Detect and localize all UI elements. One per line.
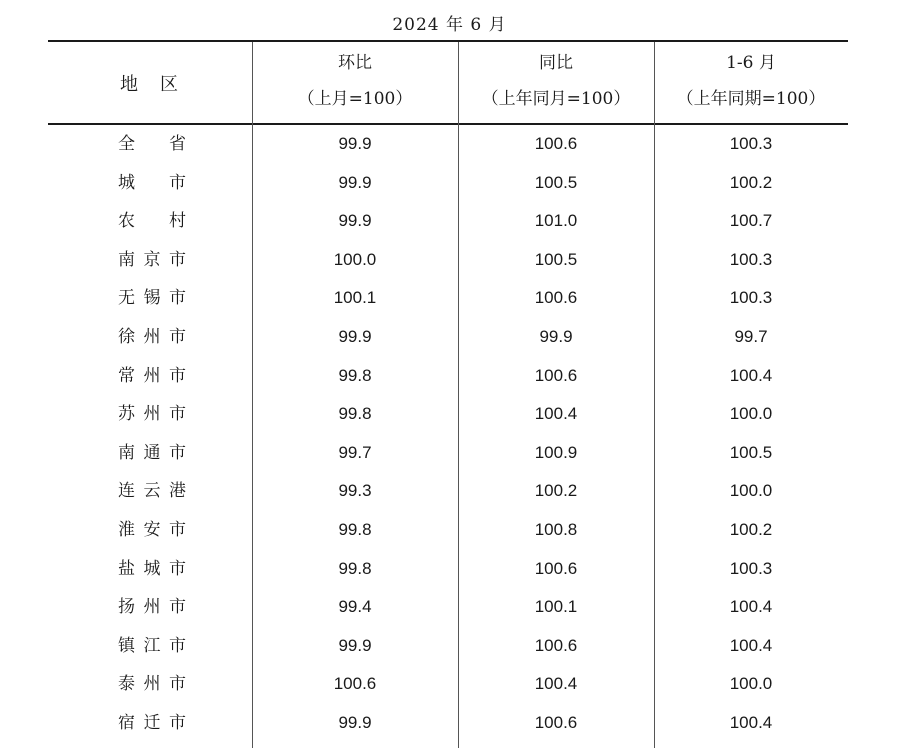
mom-cell: 99.8 — [338, 404, 372, 424]
table-row — [48, 588, 848, 627]
ytd-cell: 100.3 — [729, 249, 773, 269]
yoy-cell: 99.9 — [539, 326, 573, 346]
table-row — [48, 202, 848, 241]
region-cell: 宿迁市 — [118, 712, 186, 733]
ytd-cell: 100.3 — [729, 558, 773, 578]
header-ytd — [654, 48, 848, 118]
table-row — [48, 511, 848, 550]
table-row — [48, 665, 848, 704]
mom-cell: 99.8 — [338, 558, 372, 578]
header-mom-title: 环比 — [338, 53, 372, 73]
table-row — [48, 125, 848, 164]
yoy-cell: 100.8 — [534, 519, 578, 539]
table-row — [48, 472, 848, 511]
region-cell: 常州市 — [118, 365, 186, 386]
region-cell: 苏州市 — [118, 404, 186, 425]
yoy-cell: 100.6 — [534, 635, 578, 655]
mom-cell: 99.9 — [338, 635, 372, 655]
ytd-cell: 100.2 — [729, 172, 773, 192]
header-mom — [252, 48, 458, 118]
region-cell: 镇江市 — [118, 635, 186, 656]
ytd-cell: 100.2 — [729, 519, 773, 539]
table-row — [48, 434, 848, 473]
region-cell: 全省 — [118, 134, 186, 154]
header-ytd-base: （上年同期=100） — [676, 89, 826, 109]
table-row — [48, 241, 848, 280]
yoy-cell: 100.6 — [534, 712, 578, 732]
table-row — [48, 550, 848, 589]
yoy-cell: 100.5 — [534, 249, 578, 269]
yoy-cell: 100.4 — [534, 404, 578, 424]
mom-cell: 100.6 — [333, 674, 377, 694]
yoy-cell: 100.9 — [534, 442, 578, 462]
mom-cell: 100.1 — [333, 288, 377, 308]
ytd-cell: 100.4 — [729, 712, 773, 732]
region-cell: 盐城市 — [118, 558, 186, 579]
mom-cell: 100.0 — [333, 249, 377, 269]
yoy-cell: 100.6 — [534, 288, 578, 308]
header-yoy — [458, 48, 654, 118]
yoy-cell: 100.2 — [534, 481, 578, 501]
region-cell: 扬州市 — [118, 597, 186, 618]
mom-cell: 99.3 — [338, 481, 372, 501]
header-yoy-title: 同比 — [539, 53, 573, 73]
mom-cell: 99.9 — [338, 712, 372, 732]
mom-cell: 99.4 — [338, 597, 372, 617]
ytd-cell: 100.5 — [729, 442, 773, 462]
ytd-cell: 100.0 — [729, 404, 773, 424]
region-cell: 泰州市 — [118, 674, 186, 695]
region-cell: 连云港 — [118, 481, 186, 502]
region-cell: 南京市 — [118, 249, 186, 270]
ytd-cell: 100.0 — [729, 481, 773, 501]
yoy-cell: 101.0 — [534, 211, 578, 231]
region-cell: 徐州市 — [118, 326, 186, 347]
table-row — [48, 279, 848, 318]
ytd-cell: 99.7 — [734, 326, 768, 346]
mom-cell: 99.8 — [338, 365, 372, 385]
yoy-cell: 100.4 — [534, 674, 578, 694]
yoy-cell: 100.6 — [534, 365, 578, 385]
header-region: 地 区 — [120, 74, 180, 95]
ytd-cell: 100.3 — [729, 134, 773, 153]
region-cell: 无锡市 — [118, 288, 186, 309]
table-row — [48, 395, 848, 434]
ytd-cell: 100.3 — [729, 288, 773, 308]
region-cell: 淮安市 — [118, 519, 186, 540]
yoy-cell: 100.1 — [534, 597, 578, 617]
table-row — [48, 704, 848, 743]
table-row — [48, 164, 848, 203]
ytd-cell: 100.4 — [729, 597, 773, 617]
ytd-cell: 100.4 — [729, 365, 773, 385]
header-mom-base: （上月=100） — [297, 89, 413, 109]
mom-cell: 99.9 — [338, 172, 372, 192]
table-row — [48, 318, 848, 357]
date-caption: 2024 年 6 月 — [392, 15, 507, 35]
yoy-cell: 100.6 — [534, 134, 578, 153]
mom-cell: 99.9 — [338, 211, 372, 231]
table-row — [48, 357, 848, 396]
region-cell: 南通市 — [118, 442, 186, 463]
top-rule — [48, 40, 848, 42]
header-ytd-title: 1-6 月 — [726, 53, 776, 73]
mom-cell: 99.7 — [338, 442, 372, 462]
region-cell: 城市 — [118, 172, 186, 193]
region-cell: 农村 — [118, 211, 186, 232]
ytd-cell: 100.7 — [729, 211, 773, 231]
table-row — [48, 627, 848, 666]
yoy-cell: 100.6 — [534, 558, 578, 578]
table-body — [48, 125, 848, 743]
mom-cell: 99.9 — [338, 134, 372, 153]
mom-cell: 99.9 — [338, 326, 372, 346]
header-yoy-base: （上年同月=100） — [481, 89, 631, 109]
ytd-cell: 100.0 — [729, 674, 773, 694]
mom-cell: 99.8 — [338, 519, 372, 539]
yoy-cell: 100.5 — [534, 172, 578, 192]
ytd-cell: 100.4 — [729, 635, 773, 655]
